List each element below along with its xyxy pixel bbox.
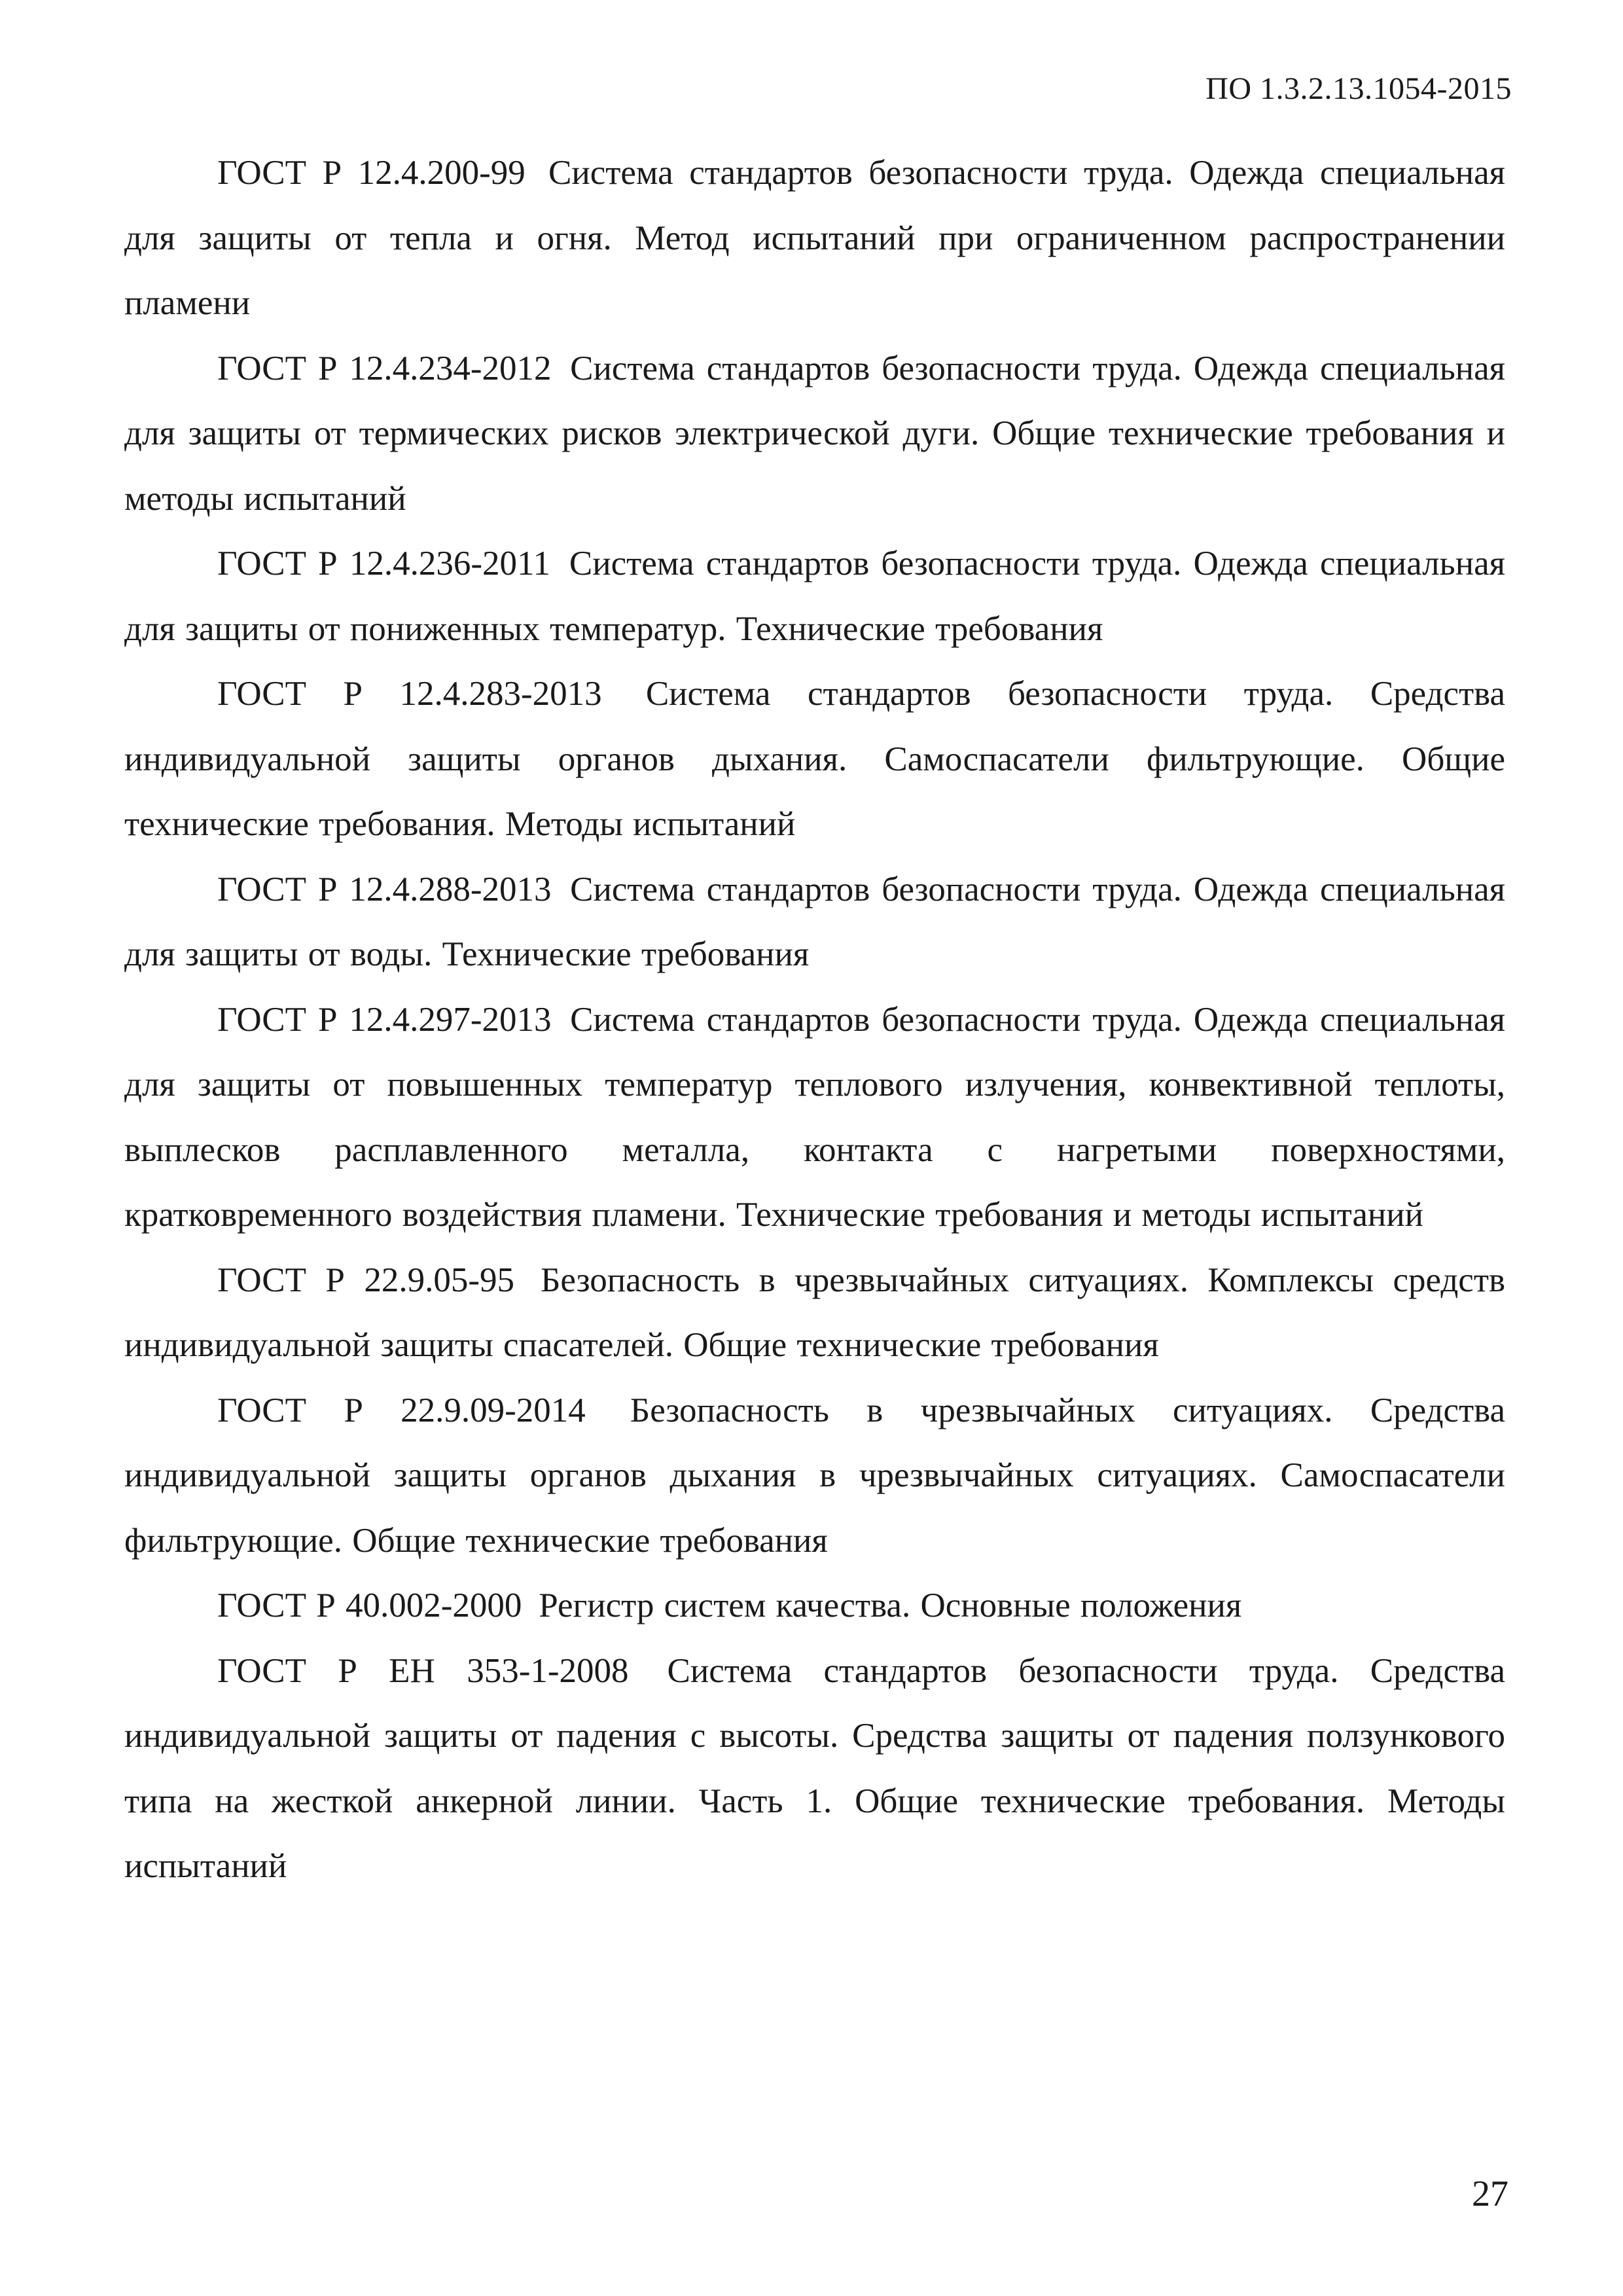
standard-entry: [124, 1378, 1505, 1574]
standard-entry: [124, 1639, 1505, 1899]
standard-title: Регистр систем качества. Основные положения: [539, 1587, 1242, 1624]
standard-code: ГОСТ Р ЕН 353-1-2008: [217, 1651, 629, 1690]
standard-entry: [124, 662, 1505, 857]
standard-entry: [124, 1573, 1505, 1639]
standard-code: ГОСТ Р 22.9.05-95: [217, 1261, 514, 1299]
standard-title: Система стандартов безопасности труда. Одежда специальная для защиты от термических рисков электрической дуги. Общие технические требования и методы испытаний: [124, 349, 1506, 518]
standard-title: Система стандартов безопасности труда. Одежда специальная для защиты от воды. Технические требования: [124, 870, 1506, 973]
standard-entry: [124, 857, 1505, 988]
standard-entry: [124, 988, 1505, 1248]
standard-title: Безопасность в чрезвычайных ситуациях. Комплексы средств индивидуальной защиты спасателей. Общие технические требования: [124, 1261, 1505, 1364]
document-code: ПО 1.3.2.13.1054-2015: [1205, 71, 1512, 106]
standard-code: ГОСТ Р 12.4.234-2012: [217, 349, 552, 387]
standard-entry: [124, 141, 1505, 336]
standard-code: ГОСТ Р 12.4.236-2011: [217, 545, 551, 583]
standard-title: Система стандартов безопасности труда. Одежда специальная для защиты от повышенных температур теплового излучения, конвективной теплоты, выплесков расплавленного металла, контакта с нагретыми поверхностями, кратковременного воздействия пламени. Технические требования и методы испытаний: [124, 1000, 1506, 1234]
standard-entry: [124, 336, 1505, 532]
standard-code: ГОСТ Р 22.9.09-2014: [217, 1391, 586, 1429]
page-number: 27: [1472, 2174, 1508, 2214]
standard-code: ГОСТ Р 40.002-2000: [217, 1587, 522, 1624]
standard-title: Система стандартов безопасности труда. Одежда специальная для защиты от пониженных температур. Технические требования: [124, 545, 1505, 648]
standard-title: Система стандартов безопасности труда. Одежда специальная для защиты от тепла и огня. Метод испытаний при ограниченном распространении пламени: [124, 154, 1506, 322]
standards-list: [124, 141, 1505, 1899]
standard-title: Система стандартов безопасности труда. Средства индивидуальной защиты органов дыхания. Самоспасатели фильтрующие. Общие технические требования. Методы испытаний: [124, 675, 1506, 843]
standard-code: ГОСТ Р 12.4.297-2013: [217, 1000, 552, 1039]
standard-code: ГОСТ Р 12.4.200-99: [217, 154, 526, 192]
standard-entry: [124, 1248, 1505, 1378]
standard-code: ГОСТ Р 12.4.288-2013: [217, 870, 552, 908]
standard-code: ГОСТ Р 12.4.283-2013: [217, 675, 602, 713]
standard-title: Безопасность в чрезвычайных ситуациях. Средства индивидуальной защиты органов дыхания в чрезвычайных ситуациях. Самоспасатели фильтрующие. Общие технические требования: [124, 1391, 1506, 1560]
standard-title: Система стандартов безопасности труда. Средства индивидуальной защиты от падения с высоты. Средства защиты от падения ползункового типа на жесткой анкерной линии. Часть 1. Общие технические требования. Методы испытаний: [124, 1651, 1505, 1885]
standard-entry: [124, 531, 1505, 662]
